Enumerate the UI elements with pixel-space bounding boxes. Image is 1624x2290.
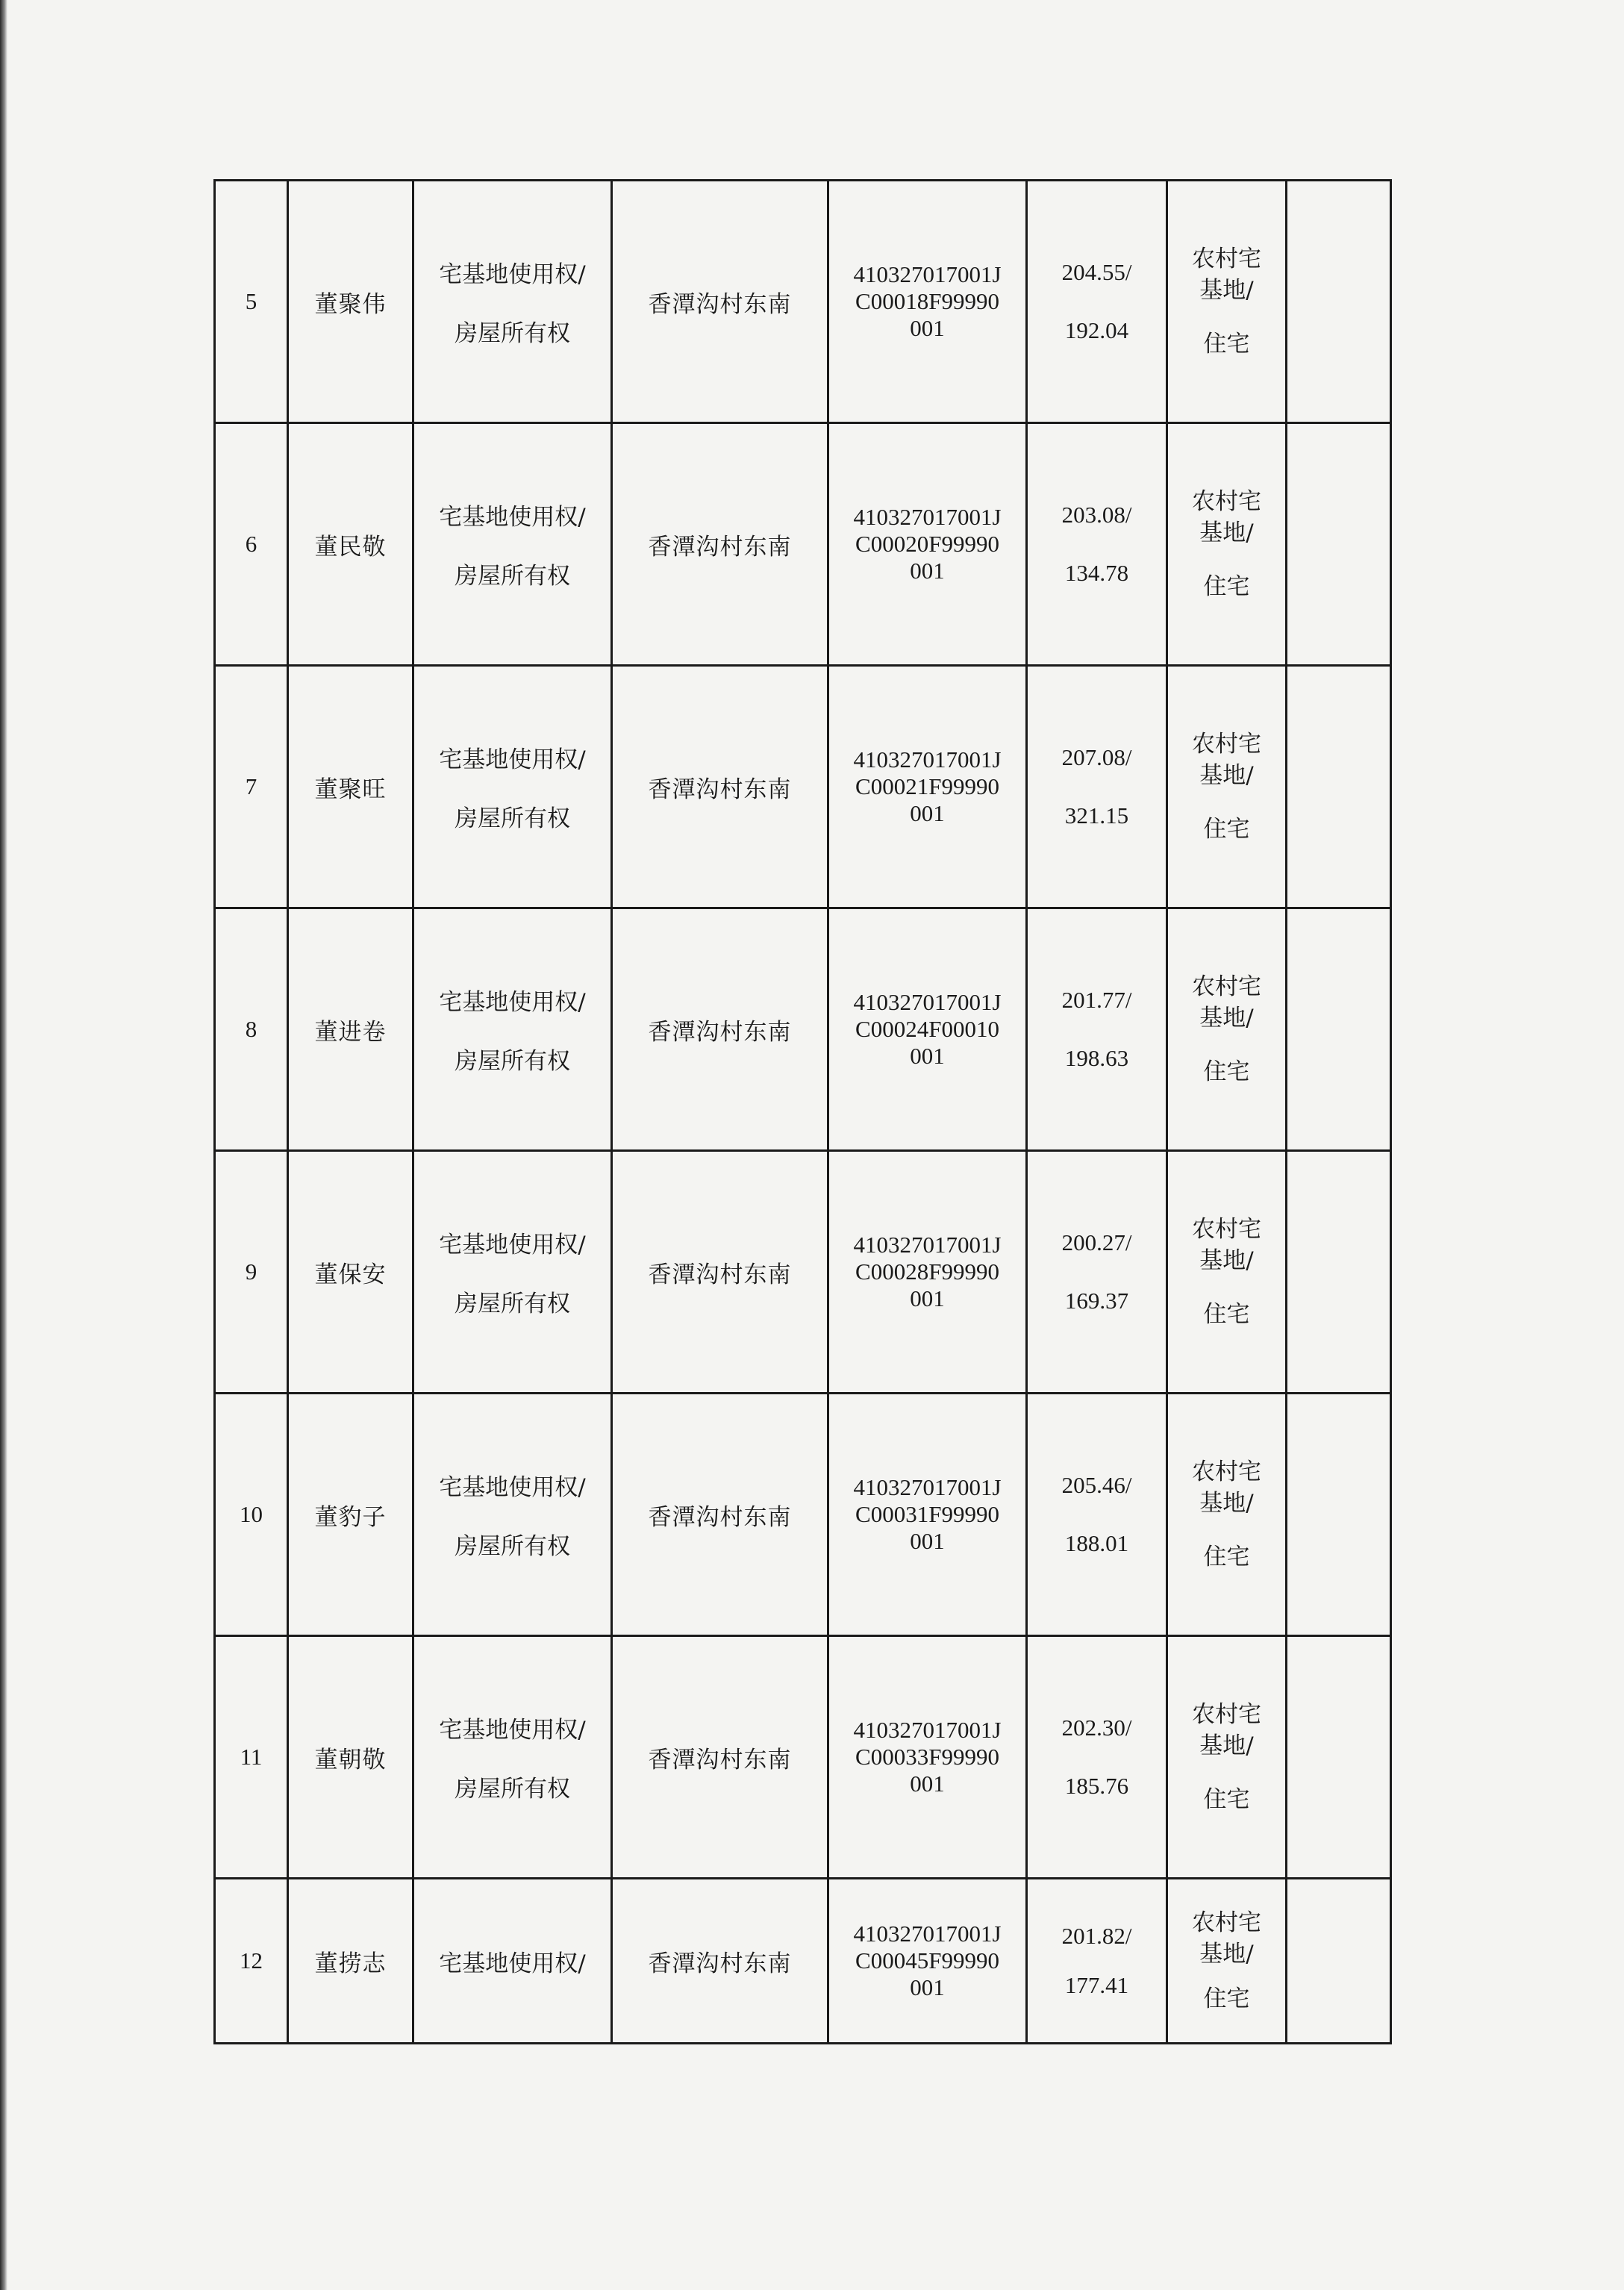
owner-name-cell: 董朝敬 [288,1636,413,1879]
row-number-cell: 5 [215,181,288,423]
building-area: 198.63 [1064,1045,1129,1071]
right-type-line-1: 宅基地使用权/ [439,1474,586,1501]
area-cell [1027,1394,1167,1636]
remark-cell [1287,666,1391,908]
row-number-cell: 8 [215,908,288,1151]
location-cell: 香潭沟村东南 [612,1151,828,1394]
building-area: 134.78 [1064,560,1129,586]
right-type-cell [413,1151,612,1394]
registry-table [213,179,1392,2044]
unit-code-line-3: 001 [910,800,945,826]
location-cell: 香潭沟村东南 [612,1879,828,2044]
right-type-line-2: 房屋所有权 [455,1533,570,1560]
unit-code-cell [828,1879,1027,2044]
right-type-cell [413,423,612,666]
right-type-cell [413,908,612,1151]
location-cell: 香潭沟村东南 [612,181,828,423]
table-row [215,1636,1391,1879]
unit-code-cell [828,1394,1027,1636]
table-row [215,1151,1391,1394]
location-cell: 香潭沟村东南 [612,666,828,908]
area-cell [1027,423,1167,666]
use-line-2: 基地/ [1199,277,1254,304]
table-row [215,666,1391,908]
land-area: 207.08/ [1061,744,1132,770]
owner-name-cell: 董聚旺 [288,666,413,908]
right-type-line-1: 宅基地使用权/ [439,989,586,1016]
land-area: 204.55/ [1061,259,1132,285]
building-area: 169.37 [1064,1288,1129,1314]
location-cell: 香潭沟村东南 [612,1636,828,1879]
unit-code-line-3: 001 [910,1528,945,1554]
unit-code-line-2: C00020F99990 [855,531,999,557]
remark-cell [1287,908,1391,1151]
use-line-3: 住宅 [1203,1985,1250,2012]
unit-code-cell [828,181,1027,423]
location-cell: 香潭沟村东南 [612,908,828,1151]
unit-code-line-2: C00021F99990 [855,773,999,799]
unit-code-line-1: 410327017001J [853,746,1002,773]
right-type-line-1: 宅基地使用权/ [439,1717,586,1744]
remark-cell [1287,1394,1391,1636]
building-area: 192.04 [1064,317,1129,343]
remark-cell [1287,1879,1391,2044]
right-type-cell [413,181,612,423]
row-number-cell: 9 [215,1151,288,1394]
use-cell [1167,181,1287,423]
building-area: 321.15 [1064,802,1129,829]
right-type-cell [413,1879,612,2044]
area-cell [1027,1879,1167,2044]
remark-cell [1287,1151,1391,1394]
unit-code-line-3: 001 [910,1285,945,1311]
use-line-1: 农村宅 [1192,1909,1261,1936]
use-line-1: 农村宅 [1192,731,1261,758]
scan-edge-shadow [0,0,7,2290]
row-number-cell: 6 [215,423,288,666]
use-line-2: 基地/ [1199,1005,1254,1032]
building-area: 188.01 [1064,1530,1129,1556]
area-cell [1027,1151,1167,1394]
location-cell: 香潭沟村东南 [612,1394,828,1636]
unit-code-cell [828,666,1027,908]
right-type-line-2: 房屋所有权 [455,320,570,347]
land-area: 203.08/ [1061,502,1132,528]
row-number-cell: 12 [215,1879,288,2044]
use-line-1: 农村宅 [1192,1701,1261,1728]
owner-name-cell: 董保安 [288,1151,413,1394]
unit-code-line-2: C00018F99990 [855,288,999,314]
use-line-1: 农村宅 [1192,973,1261,1000]
right-type-line-2: 房屋所有权 [455,563,570,590]
land-area: 202.30/ [1061,1715,1132,1741]
right-type-line-2: 房屋所有权 [455,1291,570,1317]
remark-cell [1287,1636,1391,1879]
unit-code-line-2: C00031F99990 [855,1501,999,1527]
unit-code-line-1: 410327017001J [853,1232,1002,1258]
area-cell [1027,1636,1167,1879]
owner-name-cell: 董豹子 [288,1394,413,1636]
unit-code-line-1: 410327017001J [853,989,1002,1015]
use-line-2: 基地/ [1199,762,1254,789]
unit-code-line-2: C00028F99990 [855,1258,999,1285]
row-number-cell: 7 [215,666,288,908]
use-line-1: 农村宅 [1192,488,1261,515]
owner-name-cell: 董捞志 [288,1879,413,2044]
unit-code-cell [828,1636,1027,1879]
unit-code-line-2: C00024F00010 [855,1016,999,1042]
location-cell: 香潭沟村东南 [612,423,828,666]
table-row [215,423,1391,666]
use-line-2: 基地/ [1199,520,1254,546]
use-line-2: 基地/ [1199,1247,1254,1274]
right-type-line-1: 宅基地使用权/ [439,504,586,531]
row-number-cell: 11 [215,1636,288,1879]
unit-code-line-2: C00033F99990 [855,1744,999,1770]
right-type-line-1: 宅基地使用权/ [439,1232,586,1258]
area-cell [1027,666,1167,908]
unit-code-line-3: 001 [910,1043,945,1069]
right-type-line-2: 房屋所有权 [455,1048,570,1075]
use-line-1: 农村宅 [1192,1458,1261,1485]
use-line-3: 住宅 [1203,1544,1250,1570]
unit-code-line-1: 410327017001J [853,1717,1002,1743]
use-line-2: 基地/ [1199,1941,1254,1968]
use-line-3: 住宅 [1203,816,1250,843]
use-line-3: 住宅 [1203,1786,1250,1813]
row-number-cell: 10 [215,1394,288,1636]
table-row [215,1394,1391,1636]
use-cell [1167,1636,1287,1879]
unit-code-cell [828,1151,1027,1394]
unit-code-line-3: 001 [910,1770,945,1797]
right-type-line-1: 宅基地使用权/ [439,261,586,288]
building-area: 185.76 [1064,1773,1129,1799]
land-area: 200.27/ [1061,1229,1132,1255]
owner-name-cell: 董民敬 [288,423,413,666]
right-type-cell [413,666,612,908]
right-type-line-2: 房屋所有权 [455,1776,570,1803]
land-area: 201.82/ [1061,1923,1132,1949]
unit-code-line-1: 410327017001J [853,1474,1002,1500]
right-type-line-1: 宅基地使用权/ [439,1950,586,1977]
land-area: 201.77/ [1061,987,1132,1013]
unit-code-line-3: 001 [910,1974,945,2000]
right-type-cell [413,1636,612,1879]
use-line-3: 住宅 [1203,1301,1250,1328]
table-row [215,181,1391,423]
building-area: 177.41 [1064,1972,1129,1998]
use-line-2: 基地/ [1199,1490,1254,1517]
use-cell [1167,908,1287,1151]
unit-code-line-1: 410327017001J [853,504,1002,530]
owner-name-cell: 董进卷 [288,908,413,1151]
area-cell [1027,908,1167,1151]
remark-cell [1287,423,1391,666]
unit-code-line-3: 001 [910,558,945,584]
use-line-1: 农村宅 [1192,246,1261,272]
use-line-2: 基地/ [1199,1732,1254,1759]
use-cell [1167,1151,1287,1394]
use-line-1: 农村宅 [1192,1216,1261,1243]
land-area: 205.46/ [1061,1472,1132,1498]
unit-code-line-1: 410327017001J [853,1921,1002,1947]
right-type-line-2: 房屋所有权 [455,805,570,832]
owner-name-cell: 董聚伟 [288,181,413,423]
table-row [215,908,1391,1151]
right-type-cell [413,1394,612,1636]
use-cell [1167,423,1287,666]
use-line-3: 住宅 [1203,573,1250,600]
unit-code-line-3: 001 [910,315,945,341]
use-cell [1167,1879,1287,2044]
use-line-3: 住宅 [1203,1058,1250,1085]
use-cell [1167,666,1287,908]
area-cell [1027,181,1167,423]
unit-code-line-2: C00045F99990 [855,1947,999,1974]
right-type-line-1: 宅基地使用权/ [439,746,586,773]
unit-code-line-1: 410327017001J [853,261,1002,287]
use-line-3: 住宅 [1203,331,1250,358]
table-row [215,1879,1391,2044]
remark-cell [1287,181,1391,423]
registry-table-body [215,181,1391,2044]
unit-code-cell [828,908,1027,1151]
unit-code-cell [828,423,1027,666]
use-cell [1167,1394,1287,1636]
